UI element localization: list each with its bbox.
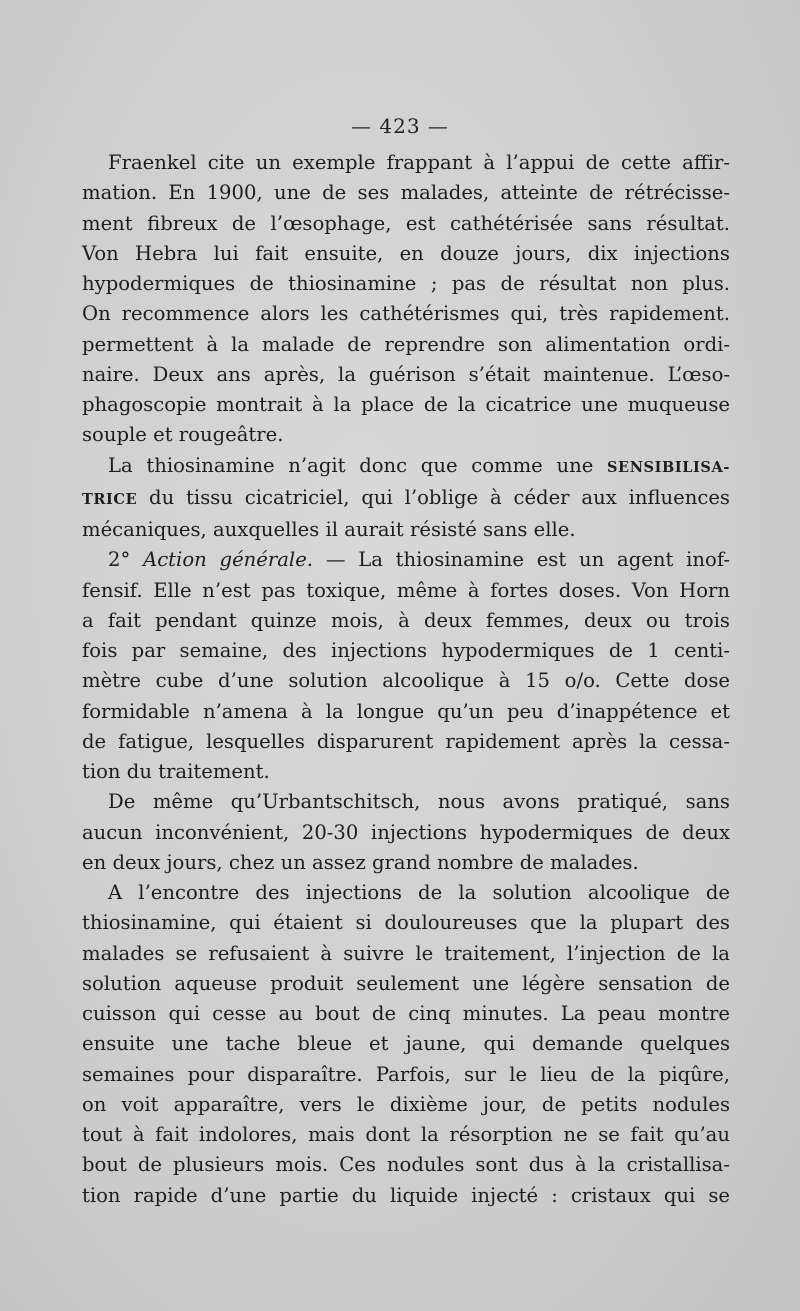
text-line: solution aqueuse produit seulement une légère sensation de [82, 971, 730, 995]
text-line: A l’encontre des injections de la solution alcoolique de [108, 881, 730, 904]
text-line [82, 545, 730, 575]
text-line: a fait pendant quinze mois, à deux femmes, deux ou trois [82, 608, 730, 632]
body-text [82, 148, 730, 1211]
text-line: formidable n’amena à la longue qu’un peu d’inappétence et [82, 699, 730, 723]
text-run: du tissu cicatriciel, qui l’oblige à céder aux influences [137, 485, 730, 509]
text-line: fensif. Elle n’est pas toxique, même à fortes doses. Von Horn [82, 578, 730, 602]
text-line: mation. En 1900, une de ses malades, atteinte de rétrécisse- [82, 181, 730, 205]
text-line: aucun inconvénient, 20-30 injections hypodermiques de deux [82, 820, 730, 844]
text-line: bout de plusieurs mois. Ces nodules sont dus à la cristallisa- [82, 1153, 730, 1177]
text-line: mécaniques, auxquelles il aurait résisté sans elle. [82, 518, 576, 541]
text-line: permettent à la malade de reprendre son alimentation ordi- [82, 332, 730, 356]
text-line: tion rapide d’une partie du liquide injecté : cristaux qui se [82, 1183, 730, 1207]
text-line: hypodermiques de thiosinamine ; pas de résultat non plus. [82, 272, 730, 295]
text-run: — La thiosinamine est un agent inof- [313, 548, 731, 572]
text-line [82, 483, 730, 515]
text-line [82, 451, 730, 483]
text-line: De même qu’Urbantschitsch, nous avons pratiqué, sans [108, 790, 730, 814]
paragraph-action-generale [82, 545, 730, 787]
section-number: 2° [108, 548, 144, 572]
text-line: de fatigue, lesquelles disparurent rapidement après la cessa- [82, 729, 730, 753]
text-line: thiosinamine, qui étaient si douloureuses que la plupart des [82, 911, 730, 935]
paragraph-fraenkel-example [82, 148, 730, 451]
text-line: tout à fait indolores, mais dont la résorption ne se fait qu’au [82, 1123, 730, 1146]
paragraph-solution-aqueuse [82, 878, 730, 1211]
text-line: Von Hebra lui fait ensuite, en douze jours, dix injections [82, 241, 730, 265]
page-number: — 423 — [351, 114, 449, 138]
section-heading-italic: Action générale. [143, 548, 314, 572]
text-line: Fraenkel cite un exemple frappant à l’appui de cette affir- [108, 151, 730, 174]
text-line: malades se refusaient à suivre le traitement, l’injection de la [82, 941, 730, 965]
small-caps-term: SENSIBILISA- [606, 458, 730, 476]
text-line: ensuite une tache bleue et jaune, qui demande quelques [82, 1032, 730, 1056]
text-line: phagoscopie montrait à la place de la cicatrice une muqueuse [82, 393, 730, 416]
text-line: cuisson qui cesse au bout de cinq minutes. La peau montre [82, 1002, 730, 1025]
paragraph-sensibilisatrice [82, 451, 730, 546]
text-line: fois par semaine, des injections hypodermiques de 1 centi- [82, 639, 730, 662]
text-line: on voit apparaître, vers le dixième jour, de petits nodules [82, 1092, 730, 1116]
text-line: souple et rougeâtre. [82, 423, 284, 447]
text-line: naire. Deux ans après, la guérison s’était maintenue. L’œso- [82, 362, 730, 386]
text-line: ment fibreux de l’œsophage, est cathétérisée sans résultat. [82, 211, 730, 235]
paragraph-urbantschitsch [82, 787, 730, 878]
text-line: mètre cube d’une solution alcoolique à 15 o/o. Cette dose [82, 669, 730, 693]
small-caps-term: TRICE [82, 490, 138, 508]
text-line: tion du traitement. [82, 760, 270, 783]
text-line: en deux jours, chez un assez grand nombre de malades. [82, 850, 639, 874]
text-line: semaines pour disparaître. Parfois, sur le lieu de la piqûre, [82, 1062, 730, 1086]
text-run: La thiosinamine n’agit donc que comme une [108, 453, 594, 477]
text-line: On recommence alors les cathétérismes qui, très rapidement. [82, 302, 730, 326]
